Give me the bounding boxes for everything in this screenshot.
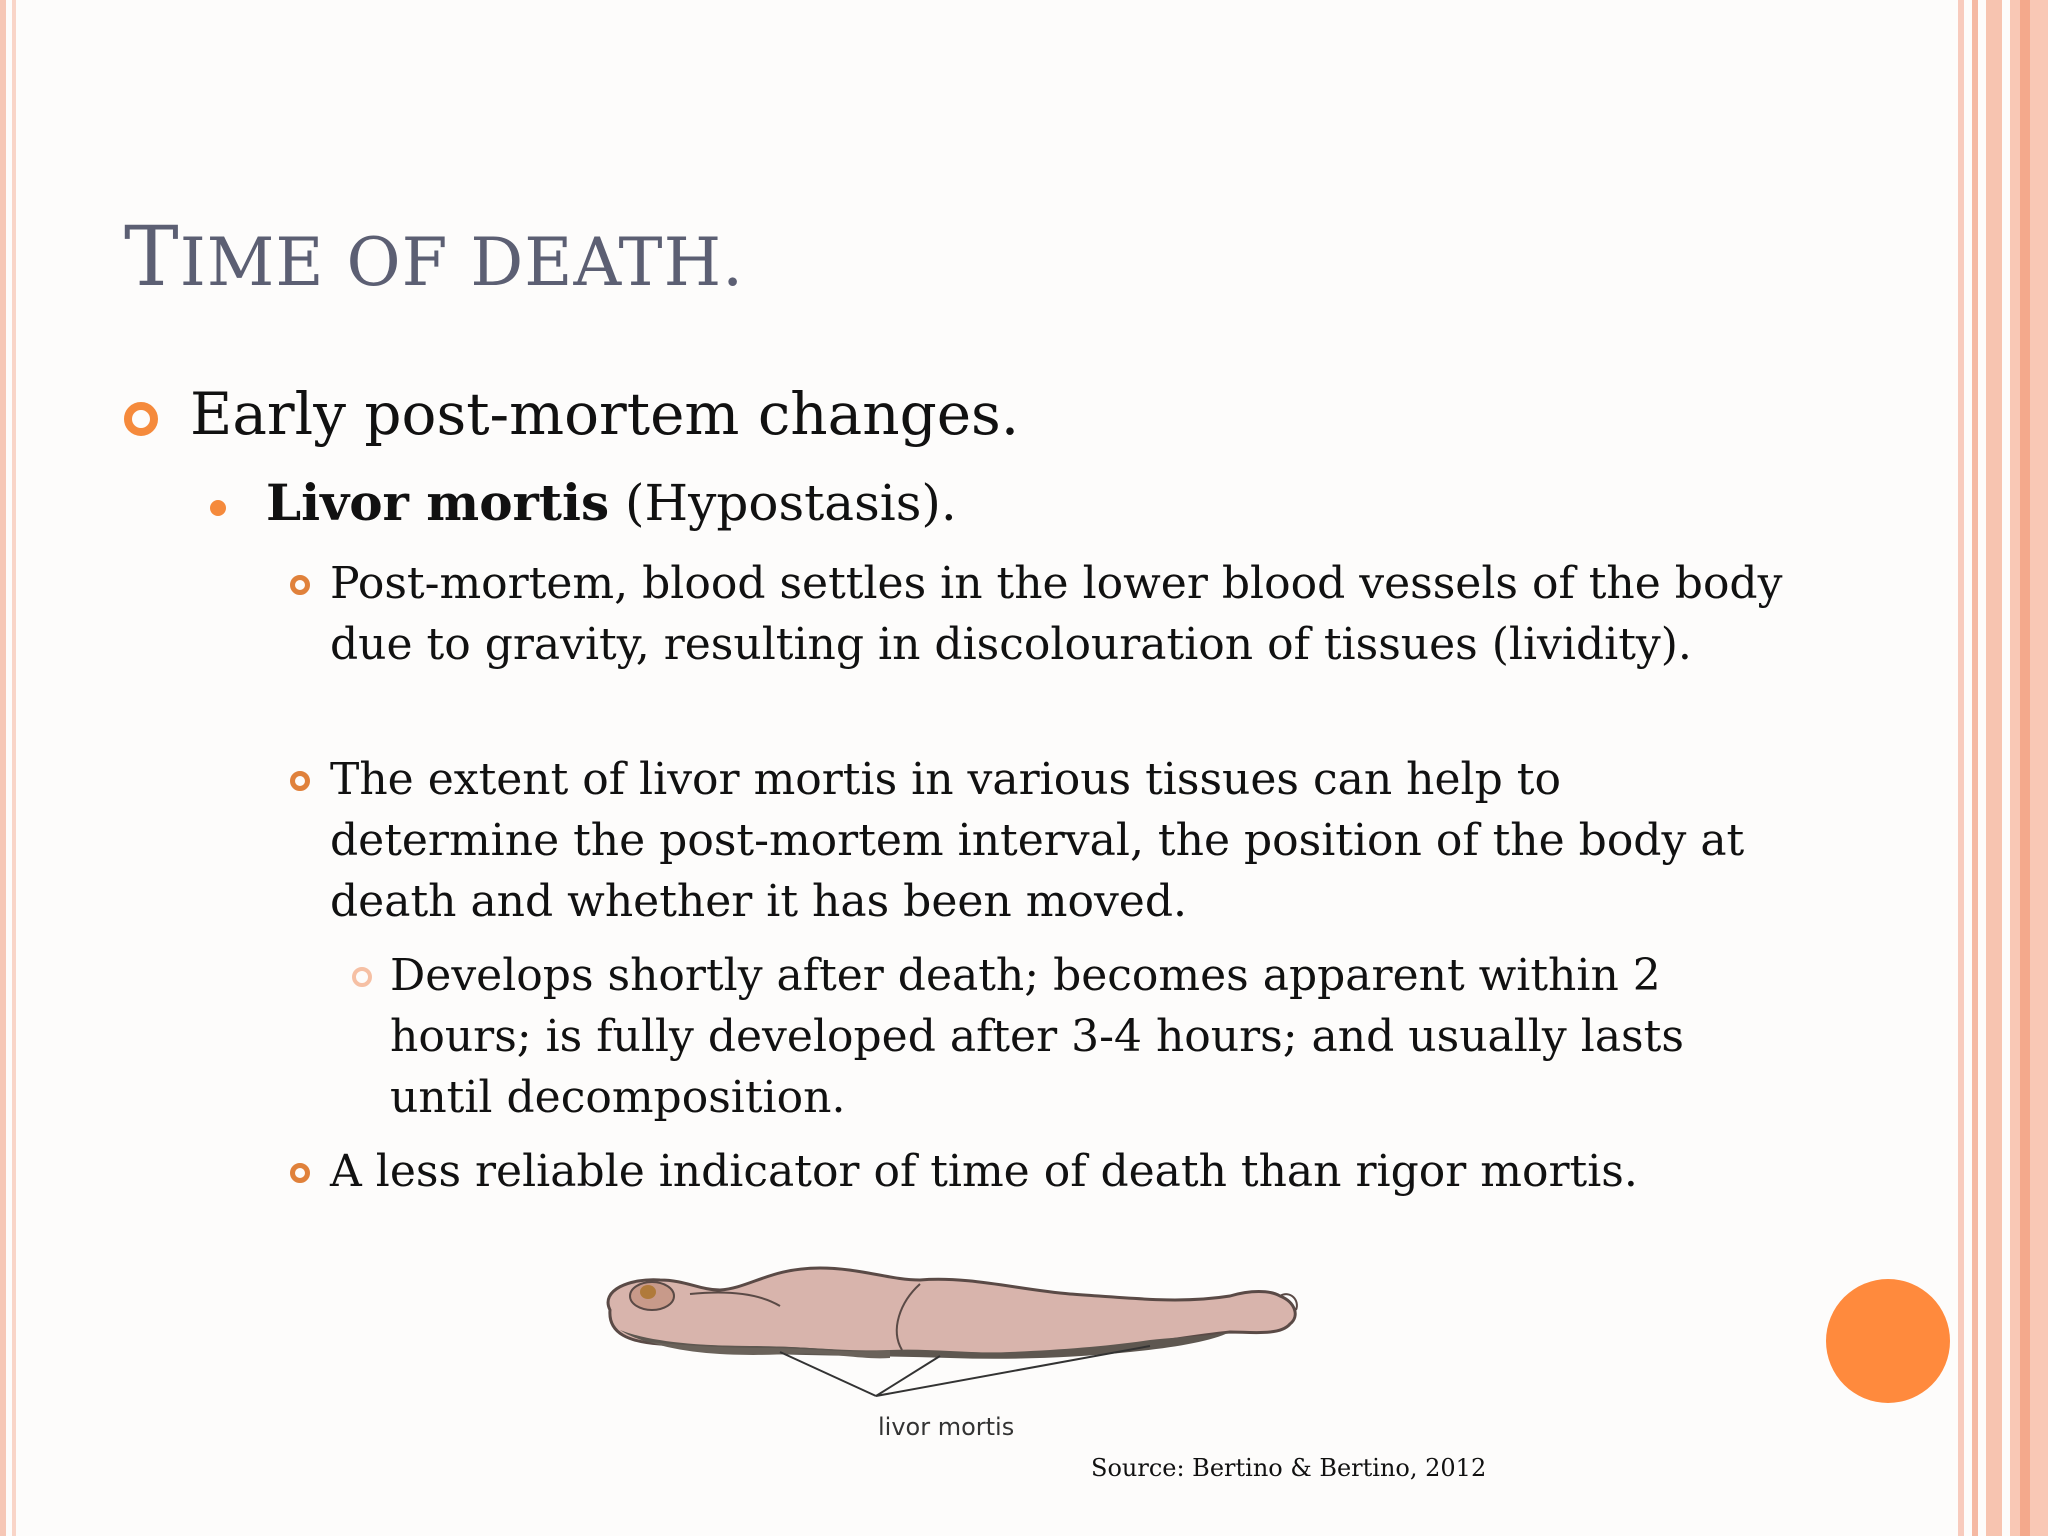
dot-bullet-icon xyxy=(210,500,226,516)
ring-bullet-icon xyxy=(124,402,158,436)
ring-bullet-icon xyxy=(290,575,310,595)
figure-source: Source: Bertino & Bertino, 2012 xyxy=(1091,1454,1487,1482)
bullet-level2-rest: (Hypostasis). xyxy=(609,474,957,532)
title-first-letter: T xyxy=(124,210,180,305)
slide-title xyxy=(124,210,744,305)
left-border-stripe-inner xyxy=(12,0,16,1536)
figure-label: livor mortis xyxy=(878,1413,1015,1441)
hair-shape xyxy=(640,1285,656,1299)
bullet-level3-text: Post-mortem, blood settles in the lower blood vessels of the body due to gravity, resulting in discolouration of tissues (lividity). xyxy=(330,558,1783,670)
right-border-stripe xyxy=(1986,0,2002,1536)
title-rest: IME OF DEATH. xyxy=(179,224,745,301)
bullet-level3 xyxy=(290,553,1790,675)
bullet-level3 xyxy=(290,1141,1790,1202)
right-border-stripe xyxy=(1972,0,1978,1536)
left-border-stripe xyxy=(0,0,6,1536)
bullet-level2-bold: Livor mortis xyxy=(266,473,610,532)
ring-bullet-icon xyxy=(290,1163,310,1183)
bullet-level4-text: Develops shortly after death; becomes apparent within 2 hours; is fully developed after 3-4 hours; and usually lasts until decomposition. xyxy=(390,950,1684,1123)
pointer-line xyxy=(780,1352,876,1396)
right-border-stripe xyxy=(2020,0,2030,1536)
bullet-level2 xyxy=(210,470,957,536)
bullet-level3-text: A less reliable indicator of time of death than rigor mortis. xyxy=(330,1146,1638,1197)
bullet-level3-text: The extent of livor mortis in various tissues can help to determine the post-mortem interval, the position of the body at death and whether it has been moved. xyxy=(330,754,1745,927)
bullet-level1-text: Early post-mortem changes. xyxy=(190,380,1020,448)
ring-bullet-icon xyxy=(290,771,310,791)
bullet-level2-text xyxy=(266,470,957,536)
ring-bullet-light-icon xyxy=(352,967,372,987)
bullet-level1 xyxy=(124,372,1019,456)
bullet-level4 xyxy=(352,945,1770,1128)
orange-circle-decoration xyxy=(1826,1279,1950,1403)
bullet-level3 xyxy=(290,749,1790,932)
right-border-stripe xyxy=(1958,0,1964,1536)
